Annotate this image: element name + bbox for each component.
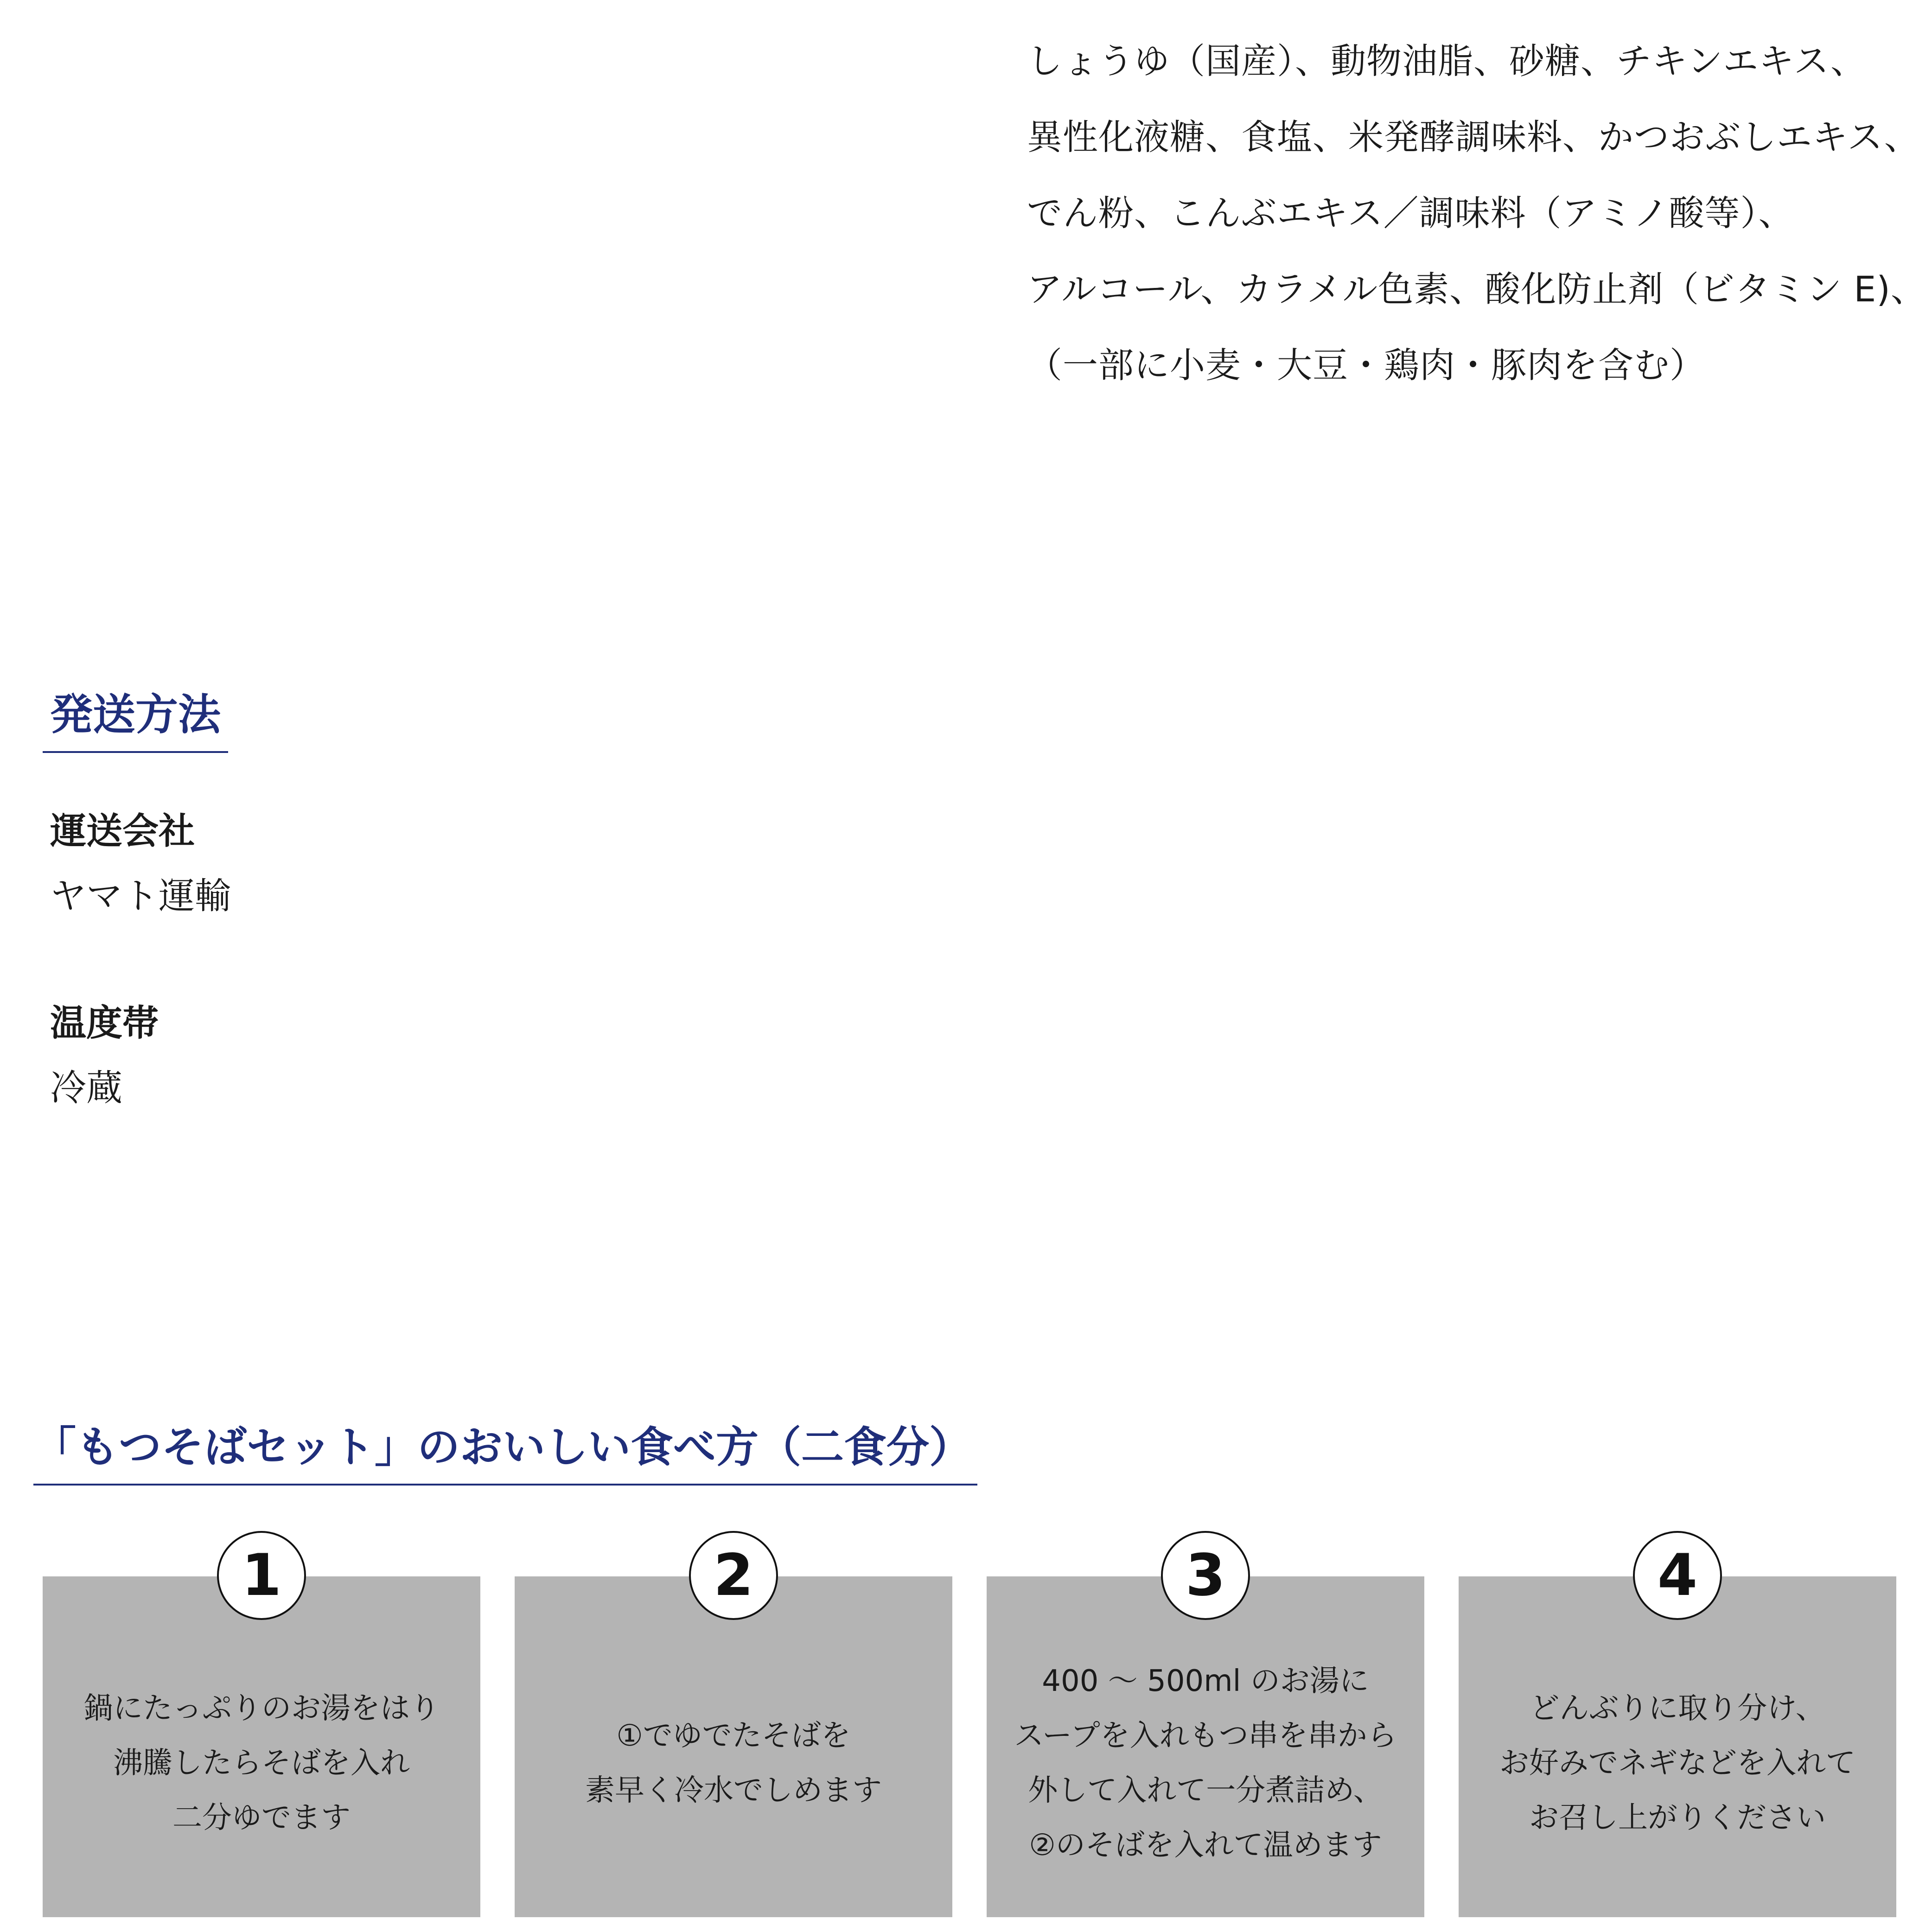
step-line: 沸騰したらそばを入れ xyxy=(113,1746,410,1780)
temperature-value: 冷蔵 xyxy=(50,1067,123,1109)
step-line: お召し上がりください xyxy=(1529,1800,1826,1835)
step-line: どんぶりに取り分け、 xyxy=(1530,1691,1825,1726)
ingredients-list xyxy=(1027,23,1931,403)
step-line: 外して入れて一分煮詰め、 xyxy=(1028,1773,1383,1808)
step-line: 素早く冷水でしめます xyxy=(585,1773,882,1808)
shipping-heading: 発送方法 xyxy=(43,687,228,753)
ingredients-line: （一部に小麦・大豆・鶏肉・豚肉を含む） xyxy=(1027,344,1705,386)
step-line: ①でゆでたそばを xyxy=(616,1718,851,1753)
carrier-info xyxy=(50,806,231,922)
step-line: 鍋にたっぷりのお湯をはり xyxy=(83,1691,440,1726)
step-instructions xyxy=(1468,1618,1887,1908)
step-card-3 xyxy=(987,1542,1424,1917)
step-line: お好みでネギなどを入れて xyxy=(1499,1746,1855,1780)
step-number-badge: 3 xyxy=(1161,1531,1250,1620)
step-instructions xyxy=(524,1618,943,1908)
step-card-2 xyxy=(515,1542,952,1917)
step-card-4 xyxy=(1459,1542,1896,1917)
step-instructions xyxy=(52,1618,471,1908)
carrier-label: 運送会社 xyxy=(50,810,195,852)
step-line: 二分ゆでます xyxy=(172,1800,351,1835)
how-to-heading: 「もつそばセット」のおいしい食べ方（二食分） xyxy=(33,1420,977,1486)
temperature-info xyxy=(50,998,159,1114)
step-number-badge: 1 xyxy=(217,1531,306,1620)
step-number-badge: 2 xyxy=(689,1531,778,1620)
step-card-1 xyxy=(43,1542,480,1917)
carrier-value: ヤマト運輸 xyxy=(50,875,231,917)
step-line: スープを入れもつ串を串から xyxy=(1014,1718,1397,1753)
ingredients-line: アルコール、カラメル色素、酸化防止剤（ビタミン E)、 xyxy=(1027,268,1926,310)
step-line: 400 〜 500ml のお湯に xyxy=(1042,1664,1369,1698)
ingredients-line: しょうゆ（国産）、動物油脂、砂糖、チキンエキス、 xyxy=(1027,40,1866,82)
ingredients-line: でん粉、こんぶエキス／調味料（アミノ酸等）、 xyxy=(1027,192,1794,234)
step-line: ②のそばを入れて温めます xyxy=(1029,1828,1382,1862)
temperature-label: 温度帯 xyxy=(50,1002,159,1044)
step-instructions xyxy=(996,1618,1415,1908)
ingredients-line: 異性化液糖、食塩、米発酵調味料、かつおぶしエキス、 xyxy=(1027,116,1920,158)
step-number-badge: 4 xyxy=(1633,1531,1722,1620)
